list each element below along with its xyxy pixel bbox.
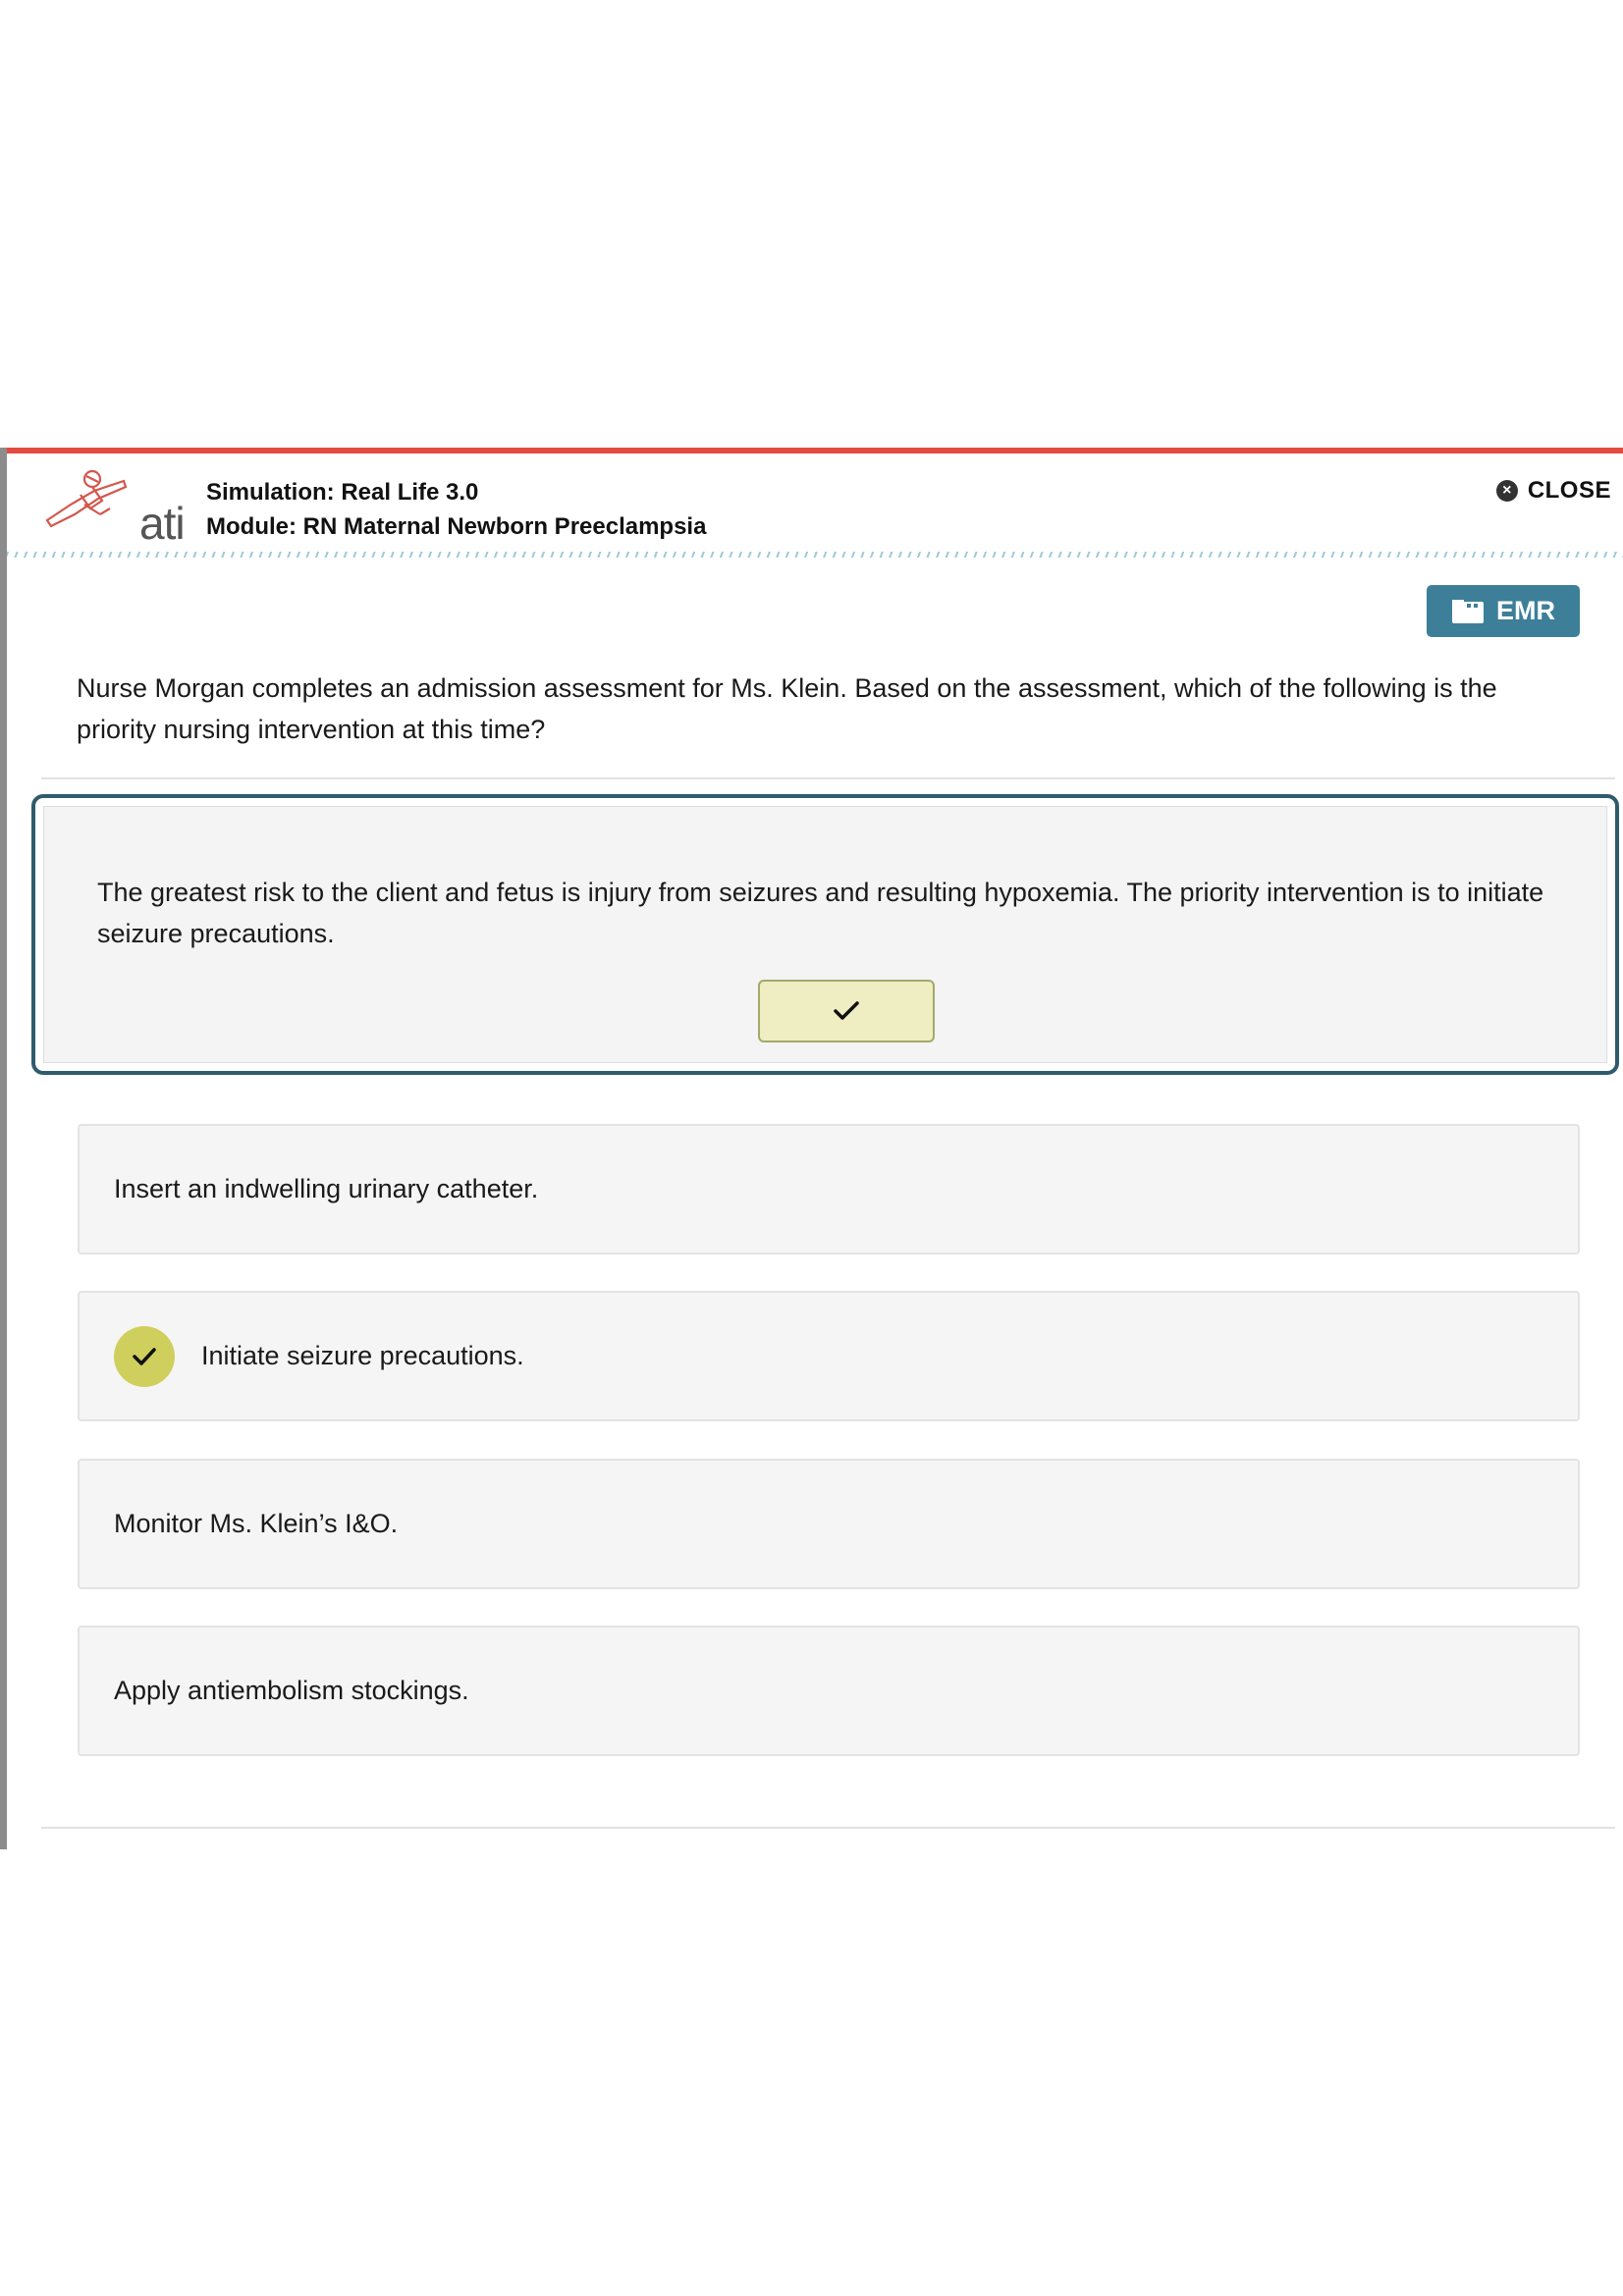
feedback-body: [43, 806, 1607, 1063]
option-label: Apply antiembolism stockings.: [114, 1676, 469, 1705]
header-divider: [7, 552, 1623, 558]
answer-option[interactable]: [78, 1459, 1580, 1589]
close-icon: ×: [1496, 480, 1518, 502]
option-label: Insert an indwelling urinary catheter.: [114, 1174, 539, 1203]
logo-text: ati: [139, 498, 185, 549]
selected-check-icon: [114, 1326, 175, 1387]
answer-option[interactable]: [78, 1626, 1580, 1756]
header: [7, 454, 1623, 552]
window-edge: [0, 448, 7, 1849]
feedback-text: The greatest risk to the client and fetus is injury from seizures and resulting hypoxemia. The priority intervention is to initiate seizure precautions.: [97, 878, 1544, 948]
close-button[interactable]: [1496, 477, 1611, 505]
close-label: CLOSE: [1527, 477, 1611, 504]
simulation-title: Simulation: Real Life 3.0: [206, 479, 479, 506]
checkmark-icon: [832, 999, 861, 1023]
simulation-window: [0, 448, 1623, 1849]
nurse-figure-icon: [41, 465, 149, 544]
option-label: Monitor Ms. Klein’s I&O.: [114, 1509, 399, 1538]
feedback-panel: [31, 794, 1619, 1075]
answer-option-selected[interactable]: [78, 1291, 1580, 1421]
emr-button[interactable]: [1427, 585, 1580, 637]
bottom-divider: [41, 1827, 1615, 1829]
module-title: Module: RN Maternal Newborn Preeclampsia: [206, 513, 707, 540]
ati-logo: [41, 465, 189, 549]
confirm-button[interactable]: [758, 980, 935, 1042]
folder-icon: [1451, 599, 1485, 624]
answer-option[interactable]: [78, 1124, 1580, 1255]
option-label: Initiate seizure precautions.: [201, 1341, 524, 1370]
question-divider: [41, 777, 1615, 779]
emr-label: EMR: [1496, 596, 1555, 625]
question-text: Nurse Morgan completes an admission assessment for Ms. Klein. Based on the assessment, which of the following is the priority nursing intervention at this time?: [77, 673, 1497, 744]
